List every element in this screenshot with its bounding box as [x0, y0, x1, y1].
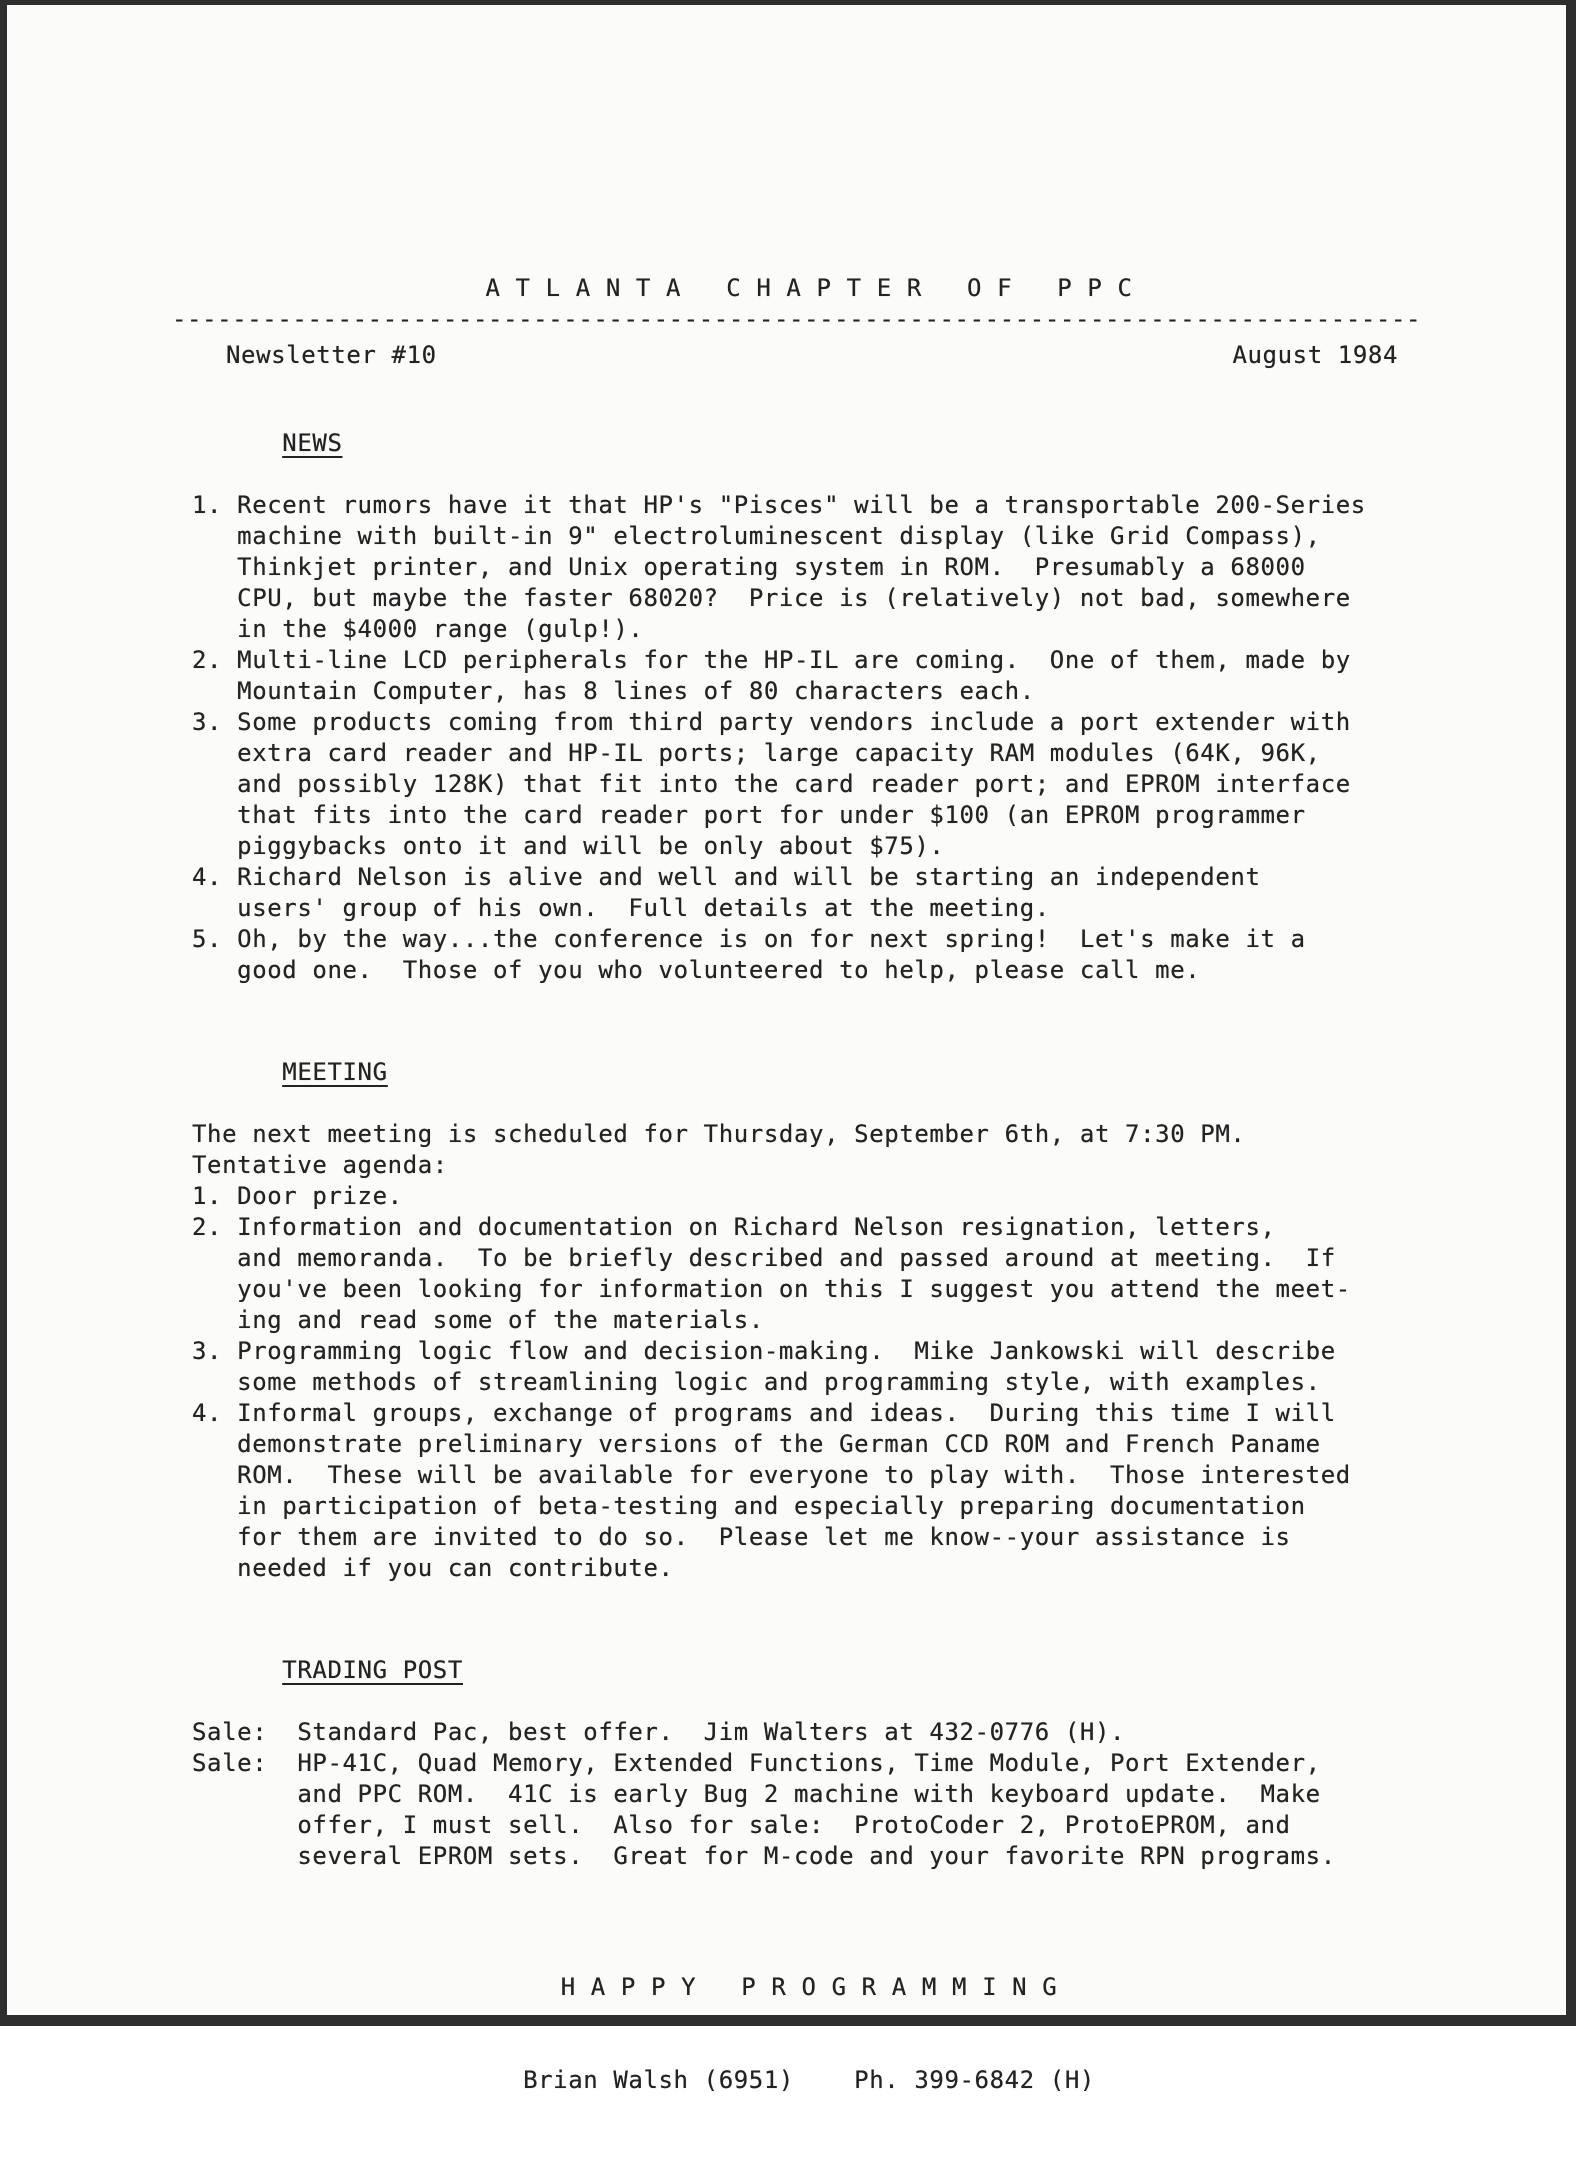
text-line: some methods of streamlining logic and programming style, with examples. — [192, 1368, 1321, 1396]
text-line: 2. Multi-line LCD peripherals for the HP-IL are coming. One of them, made by — [192, 646, 1351, 674]
closing-contact: Brian Walsh (6951) Ph. 399-6842 (H) — [523, 2066, 1095, 2094]
document-section — [192, 1624, 1426, 1872]
section-heading: NEWS — [282, 429, 343, 457]
text-line: The next meeting is scheduled for Thursday, September 6th, at 7:30 PM. — [192, 1120, 1246, 1148]
text-line: and memoranda. To be briefly described and passed around at meeting. If — [192, 1244, 1336, 1272]
text-line: 4. Richard Nelson is alive and well and will be starting an independent — [192, 863, 1261, 891]
text-line: and PPC ROM. 41C is early Bug 2 machine with keyboard update. Make — [192, 1780, 1321, 1808]
section-body — [192, 1717, 1426, 1872]
dashed-rule: ----------------------------------------------------------------------------------- — [172, 305, 1422, 333]
closing-block — [192, 1910, 1426, 2158]
text-line: in the $4000 range (gulp!). — [192, 615, 644, 643]
text-line: machine with built-in 9" electroluminescent display (like Grid Compass), — [192, 522, 1321, 550]
text-line: demonstrate preliminary versions of the German CCD ROM and French Paname — [192, 1430, 1321, 1458]
text-line: CPU, but maybe the faster 68020? Price is (relatively) not bad, somewhere — [192, 584, 1351, 612]
section-heading-line — [192, 1026, 1426, 1119]
text-line: for them are invited to do so. Please let me know--your assistance is — [192, 1523, 1291, 1551]
text-line: 5. Oh, by the way...the conference is on for next spring! Let's make it a — [192, 925, 1306, 953]
text-line: Sale: HP-41C, Quad Memory, Extended Functions, Time Module, Port Extender, — [192, 1749, 1321, 1777]
closing-slogan: H A P P Y P R O G R A M M I N G — [560, 1973, 1058, 2001]
section-body — [192, 1119, 1426, 1584]
document-section — [192, 397, 1426, 986]
text-line: ROM. These will be available for everyone to play with. Those interested — [192, 1461, 1351, 1489]
text-line: 2. Information and documentation on Richard Nelson resignation, letters, — [192, 1213, 1276, 1241]
text-line: in participation of beta-testing and especially preparing documentation — [192, 1492, 1306, 1520]
issue-date-row — [192, 340, 1426, 371]
text-line: that fits into the card reader port for under $100 (an EPROM programmer — [192, 801, 1306, 829]
text-line: 4. Informal groups, exchange of programs and ideas. During this time I will — [192, 1399, 1336, 1427]
text-line: 1. Recent rumors have it that HP's "Pisces" will be a transportable 200-Series — [192, 491, 1366, 519]
text-line: users' group of his own. Full details at the meeting. — [192, 894, 1050, 922]
page-content — [7, 5, 1566, 2158]
section-heading-line — [192, 1624, 1426, 1717]
text-line: you've been looking for information on this I suggest you attend the meet- — [192, 1275, 1351, 1303]
text-line: Thinkjet printer, and Unix operating system in ROM. Presumably a 68000 — [192, 553, 1306, 581]
newsletter-title: A T L A N T A C H A P T E R O F P P C — [485, 274, 1133, 302]
text-line: 3. Programming logic flow and decision-making. Mike Jankowski will describe — [192, 1337, 1336, 1365]
text-line: Tentative agenda: — [192, 1151, 448, 1179]
section-body — [192, 490, 1426, 986]
text-line: and possibly 128K) that fit into the card reader port; and EPROM interface — [192, 770, 1351, 798]
sections-container — [192, 397, 1426, 1872]
text-line: needed if you can contribute. — [192, 1554, 674, 1582]
text-line: piggybacks onto it and will be only about $75). — [192, 832, 945, 860]
text-line: good one. Those of you who volunteered to help, please call me. — [192, 956, 1201, 984]
text-line: extra card reader and HP-IL ports; large capacity RAM modules (64K, 96K, — [192, 739, 1321, 767]
section-heading: MEETING — [282, 1058, 388, 1086]
issue-date: August 1984 — [1232, 341, 1398, 369]
section-heading-line — [192, 397, 1426, 490]
text-line: Mountain Computer, has 8 lines of 80 characters each. — [192, 677, 1035, 705]
section-heading: TRADING POST — [282, 1656, 463, 1684]
text-line: several EPROM sets. Great for M-code and your favorite RPN programs. — [192, 1842, 1336, 1870]
text-line: Sale: Standard Pac, best offer. Jim Walters at 432-0776 (H). — [192, 1718, 1126, 1746]
issue-number: Newsletter #10 — [226, 341, 437, 369]
text-line: offer, I must sell. Also for sale: ProtoCoder 2, ProtoEPROM, and — [192, 1811, 1291, 1839]
document-section — [192, 1026, 1426, 1584]
text-line: 3. Some products coming from third party vendors include a port extender with — [192, 708, 1351, 736]
text-line: ing and read some of the materials. — [192, 1306, 764, 1334]
text-line: 1. Door prize. — [192, 1182, 403, 1210]
